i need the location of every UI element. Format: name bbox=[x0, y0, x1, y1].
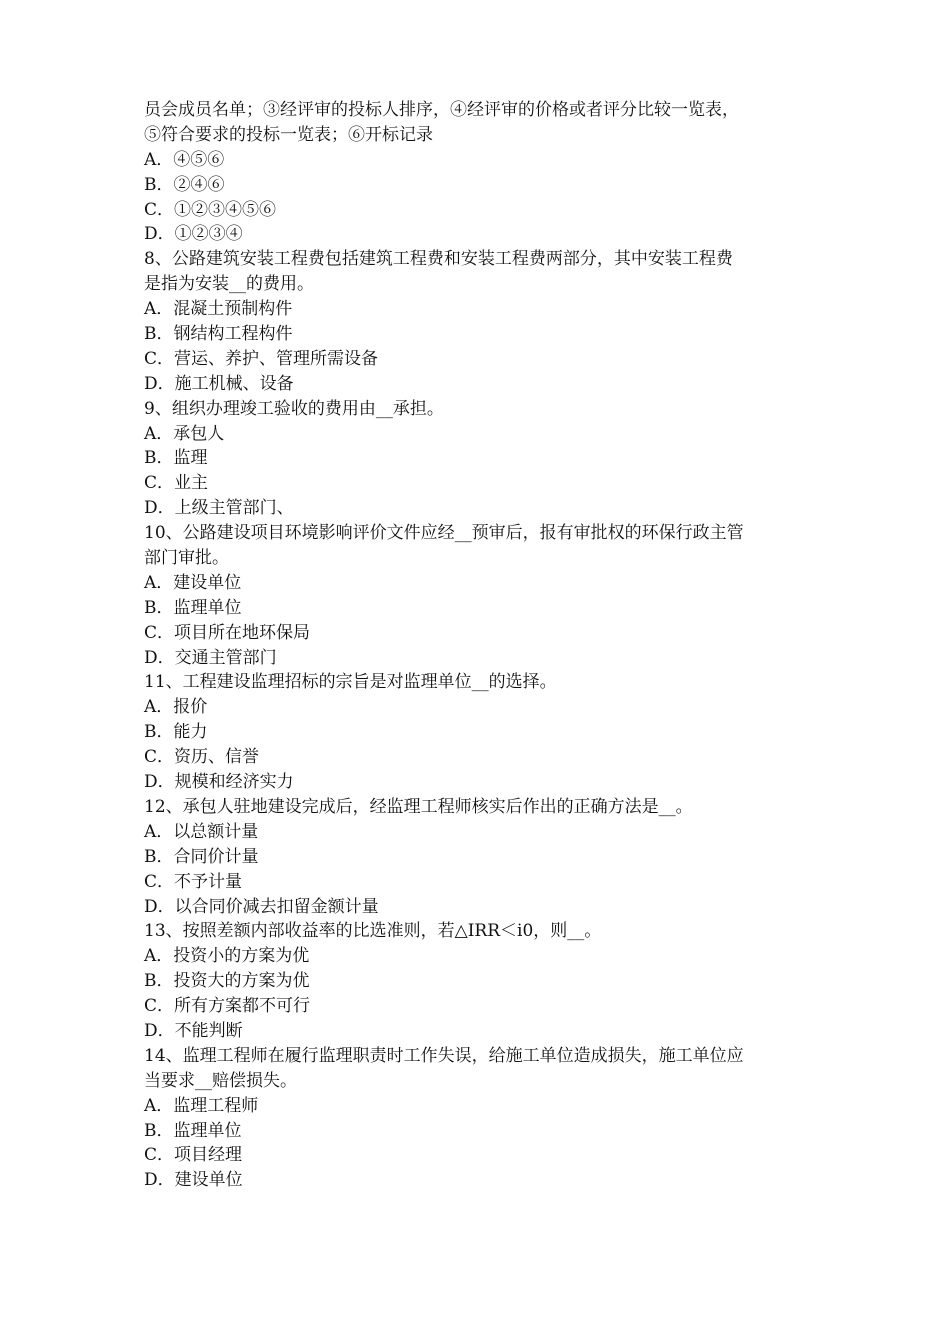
text-line: A．承包人 bbox=[144, 423, 225, 444]
text-line: B．监理 bbox=[144, 448, 208, 469]
text-line: 11、工程建设监理招标的宗旨是对监理单位__的选择。 bbox=[144, 672, 557, 693]
text-line: C．①②③④⑤⑥ bbox=[144, 199, 277, 220]
text-line: A．④⑤⑥ bbox=[144, 149, 225, 170]
text-line: B．合同价计量 bbox=[144, 846, 259, 867]
text-line: A．监理工程师 bbox=[144, 1095, 259, 1116]
text-line: B．②④⑥ bbox=[144, 174, 225, 195]
text-line: C．所有方案都不可行 bbox=[144, 996, 311, 1017]
text-line: D．施工机械、设备 bbox=[144, 373, 294, 394]
text-line: 13、按照差额内部收益率的比选准则，若△IRR＜i0，则__。 bbox=[144, 921, 602, 942]
text-line: A．报价 bbox=[144, 697, 208, 718]
text-line: 员会成员名单；③经评审的投标人排序，④经评审的价格或者评分比较一览表， bbox=[144, 100, 739, 120]
text-line: C．营运、养护、管理所需设备 bbox=[144, 348, 379, 369]
text-line: A．投资小的方案为优 bbox=[144, 946, 310, 967]
text-line: D．交通主管部门 bbox=[144, 647, 277, 668]
text-line: 部门审批。 bbox=[144, 548, 229, 569]
text-line: A．建设单位 bbox=[144, 572, 242, 593]
text-line: C．项目所在地环保局 bbox=[144, 622, 311, 643]
text-line: D．①②③④ bbox=[144, 224, 243, 245]
text-line: B．钢结构工程构件 bbox=[144, 324, 293, 345]
text-line: 12、承包人驻地建设完成后，经监理工程师核实后作出的正确方法是__。 bbox=[144, 796, 693, 817]
text-line: B．监理单位 bbox=[144, 1120, 242, 1141]
text-line: D．建设单位 bbox=[144, 1170, 243, 1191]
text-line: 8、公路建筑安装工程费包括建筑工程费和安装工程费两部分，其中安装工程费 bbox=[144, 249, 733, 270]
document-body bbox=[144, 98, 814, 1193]
text-line: D．以合同价减去扣留金额计量 bbox=[144, 896, 379, 917]
text-line: B．能力 bbox=[144, 722, 208, 743]
text-line: C．项目经理 bbox=[144, 1145, 243, 1166]
text-line: B．监理单位 bbox=[144, 597, 242, 618]
text-line: D．不能判断 bbox=[144, 1020, 243, 1041]
text-line: A．以总额计量 bbox=[144, 821, 259, 842]
text-line: C．业主 bbox=[144, 473, 209, 494]
text-line: C．不予计量 bbox=[144, 871, 243, 892]
text-line: A．混凝土预制构件 bbox=[144, 299, 293, 320]
text-line: 9、组织办理竣工验收的费用由__承担。 bbox=[144, 398, 444, 419]
text-line: C．资历、信誉 bbox=[144, 747, 260, 768]
text-line: B．投资大的方案为优 bbox=[144, 971, 310, 992]
text-line: 是指为安装__的费用。 bbox=[144, 274, 314, 295]
text-line: 当要求__赔偿损失。 bbox=[144, 1070, 297, 1091]
text-line: 10、公路建设项目环境影响评价文件应经__预审后，报有审批权的环保行政主管 bbox=[144, 523, 744, 544]
text-line: D．规模和经济实力 bbox=[144, 772, 294, 793]
text-line: D．上级主管部门、 bbox=[144, 498, 294, 519]
text-line: ⑤符合要求的投标一览表；⑥开标记录 bbox=[144, 124, 433, 145]
text-line: 14、监理工程师在履行监理职责时工作失误，给施工单位造成损失，施工单位应 bbox=[144, 1045, 744, 1066]
